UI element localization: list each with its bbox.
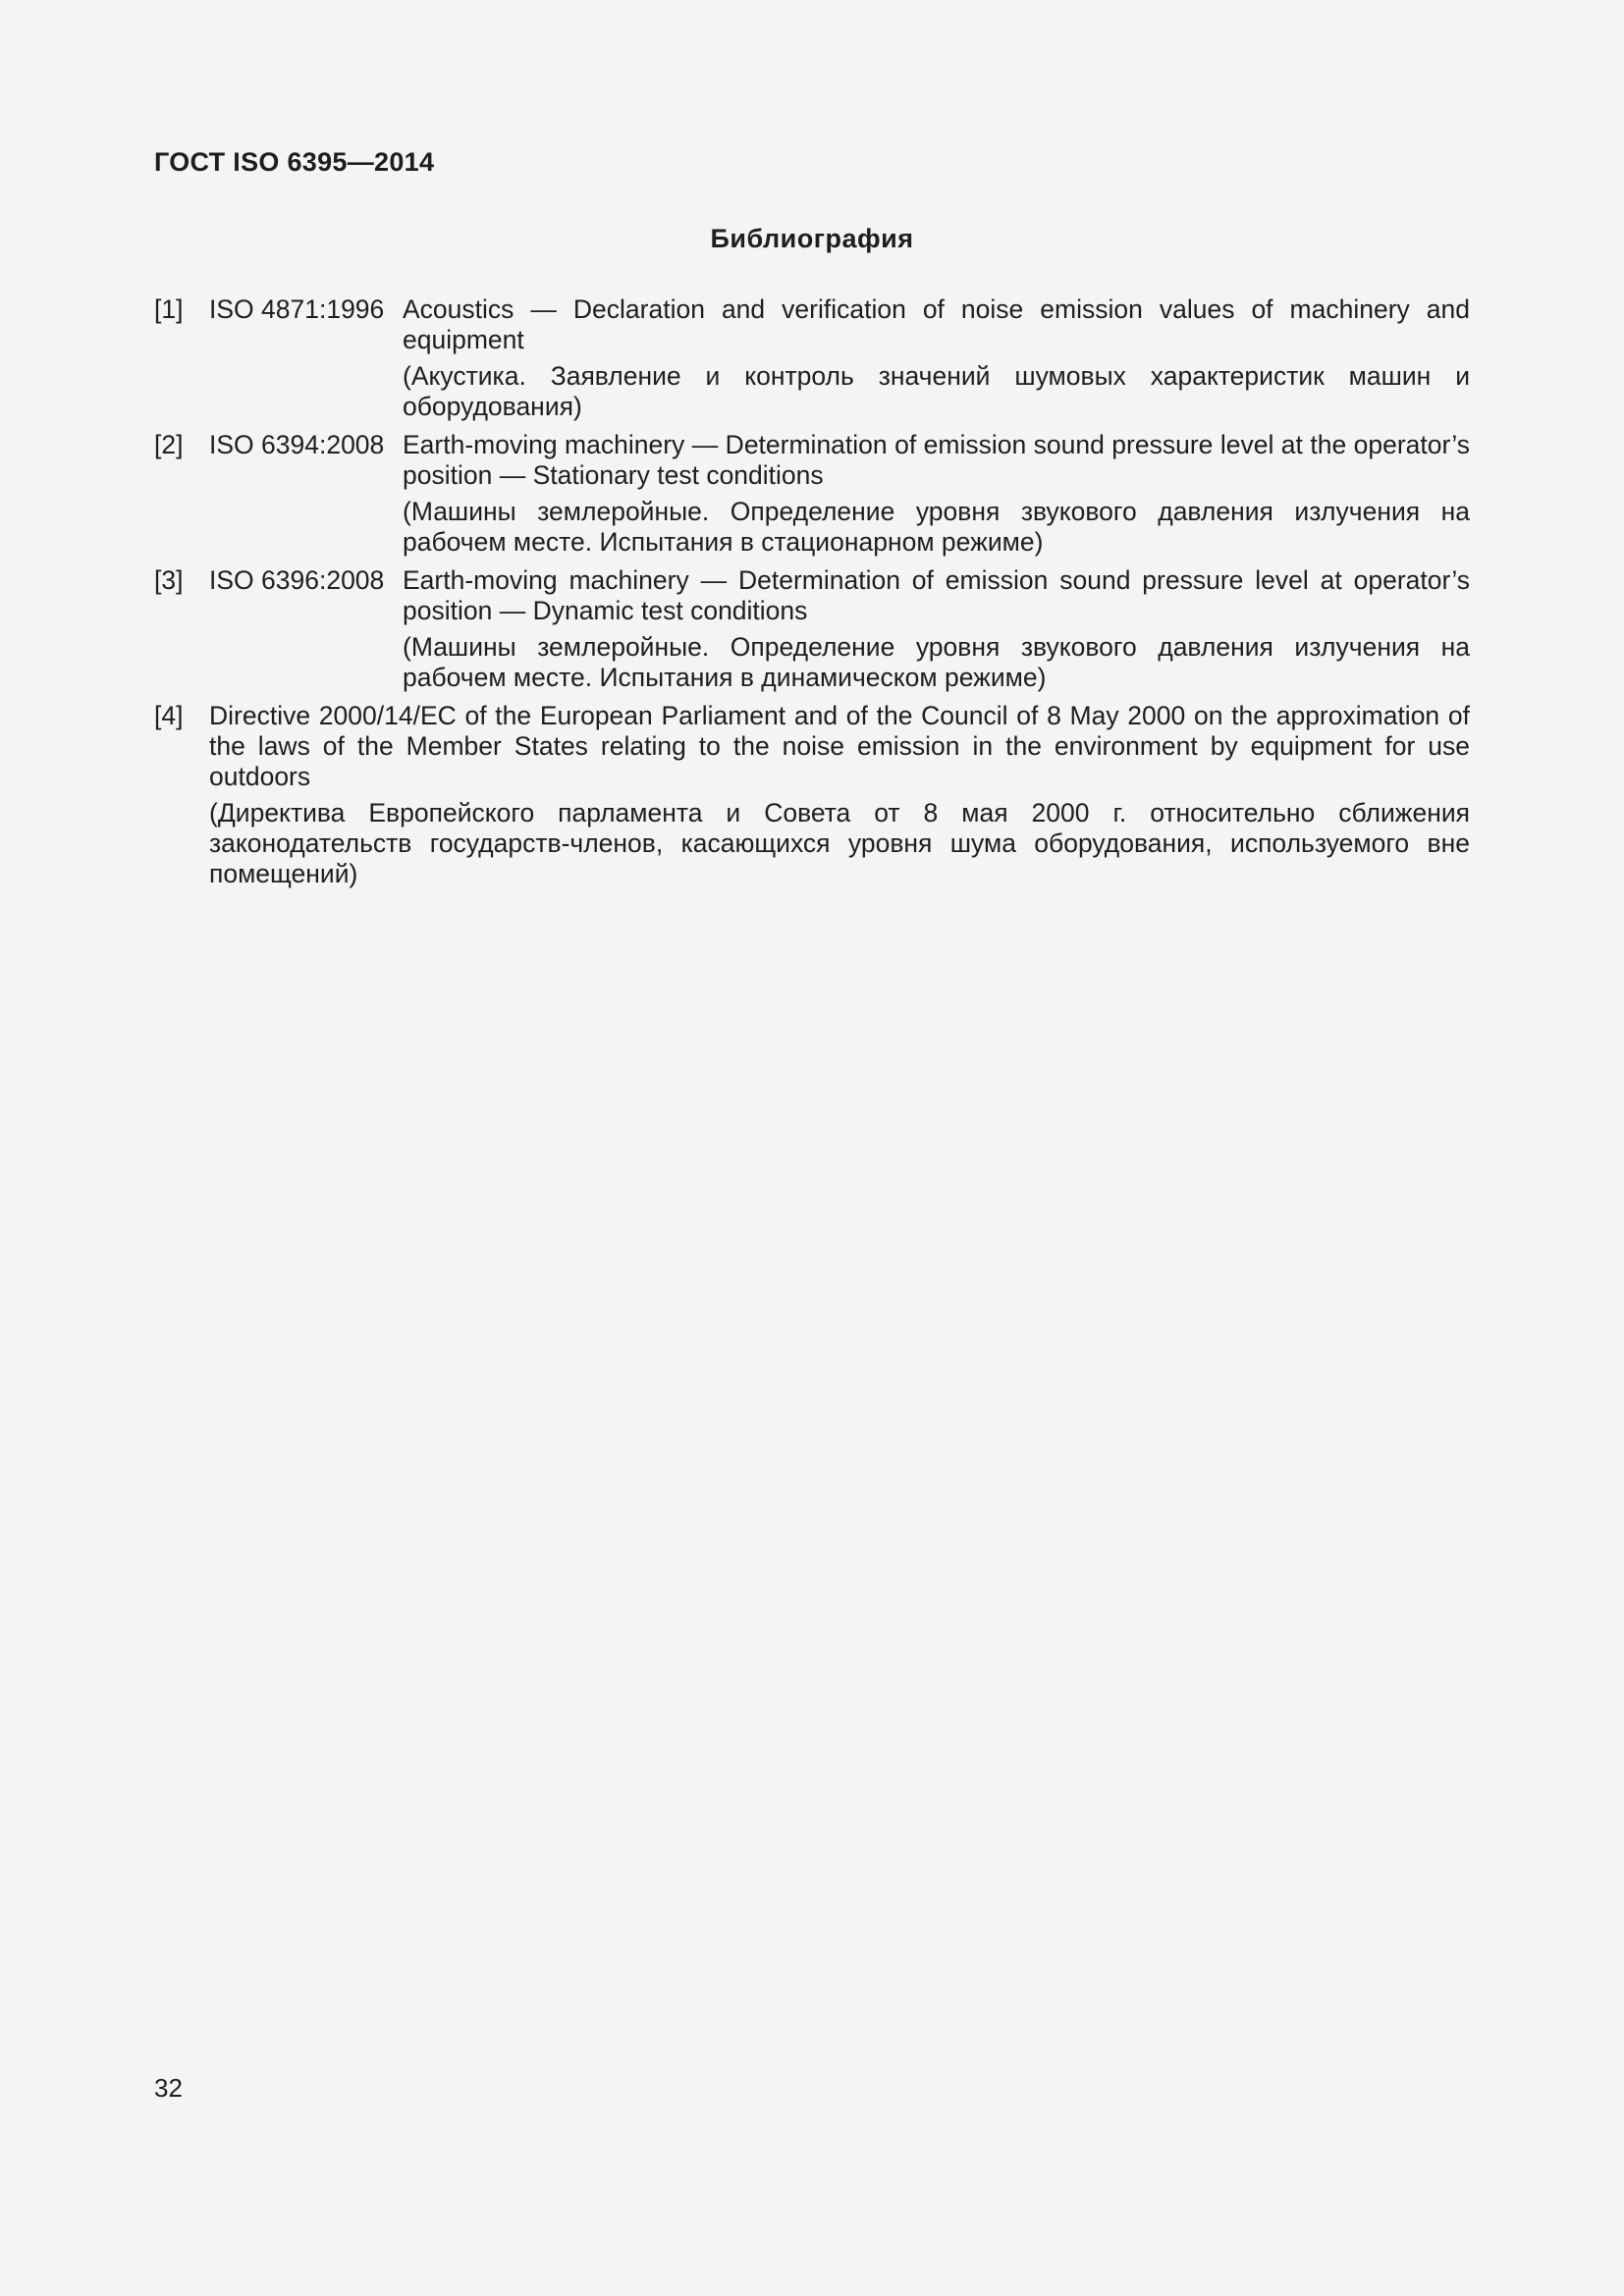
entry-standard-code: ISO 4871:1996 — [209, 294, 385, 324]
entry-title-en: Acoustics — Declaration and verification of noise emission values of machinery and equipment — [403, 294, 1470, 354]
entry-number: [3] — [154, 565, 184, 595]
entry-title-ru: (Машины землеройные. Определение уровня звукового давления излучения на рабочем месте. Испытания в динамическом режиме) — [403, 632, 1470, 692]
bibliography-entry — [154, 294, 1470, 422]
entry-number: [1] — [154, 294, 184, 324]
entry-title-ru: (Директива Европейского парламента и Совета от 8 мая 2000 г. относительно сближения законодательств государств-членов, касающихся уровня шума оборудования, используемого вне помещений) — [209, 798, 1470, 888]
bibliography-entry — [154, 430, 1470, 558]
entry-title-en: Earth-moving machinery — Determination of emission sound pressure level at operator’s position — Dynamic test conditions — [403, 565, 1470, 625]
document-code: ГОСТ ISO 6395—2014 — [154, 147, 435, 177]
entry-body — [403, 294, 1470, 422]
entry-title-en: Earth-moving machinery — Determination of emission sound pressure level at the operator’s position — Stationary test conditions — [403, 430, 1470, 490]
entry-body — [403, 565, 1470, 693]
bibliography-list — [154, 294, 1470, 897]
bibliography-entry — [154, 565, 1470, 693]
entry-title-ru: (Машины землеройные. Определение уровня звукового давления излучения на рабочем месте. Испытания в стационарном режиме) — [403, 497, 1470, 557]
entry-standard-code: ISO 6396:2008 — [209, 565, 385, 595]
section-title: Библиография — [710, 224, 914, 253]
entry-body — [209, 701, 1470, 889]
bibliography-entry — [154, 701, 1470, 889]
entry-standard-code: ISO 6394:2008 — [209, 430, 385, 459]
entry-number: [4] — [154, 701, 184, 730]
entry-title-ru: (Акустика. Заявление и контроль значений шумовых характеристик машин и оборудования) — [403, 361, 1470, 421]
entry-title-en: Directive 2000/14/EC of the European Parliament and of the Council of 8 May 2000 on the approximation of the laws of the Member States relating to the noise emission in the environment by equipment for use outdoors — [209, 701, 1470, 791]
page-number: 32 — [154, 2073, 183, 2103]
entry-body — [403, 430, 1470, 558]
entry-number: [2] — [154, 430, 184, 459]
